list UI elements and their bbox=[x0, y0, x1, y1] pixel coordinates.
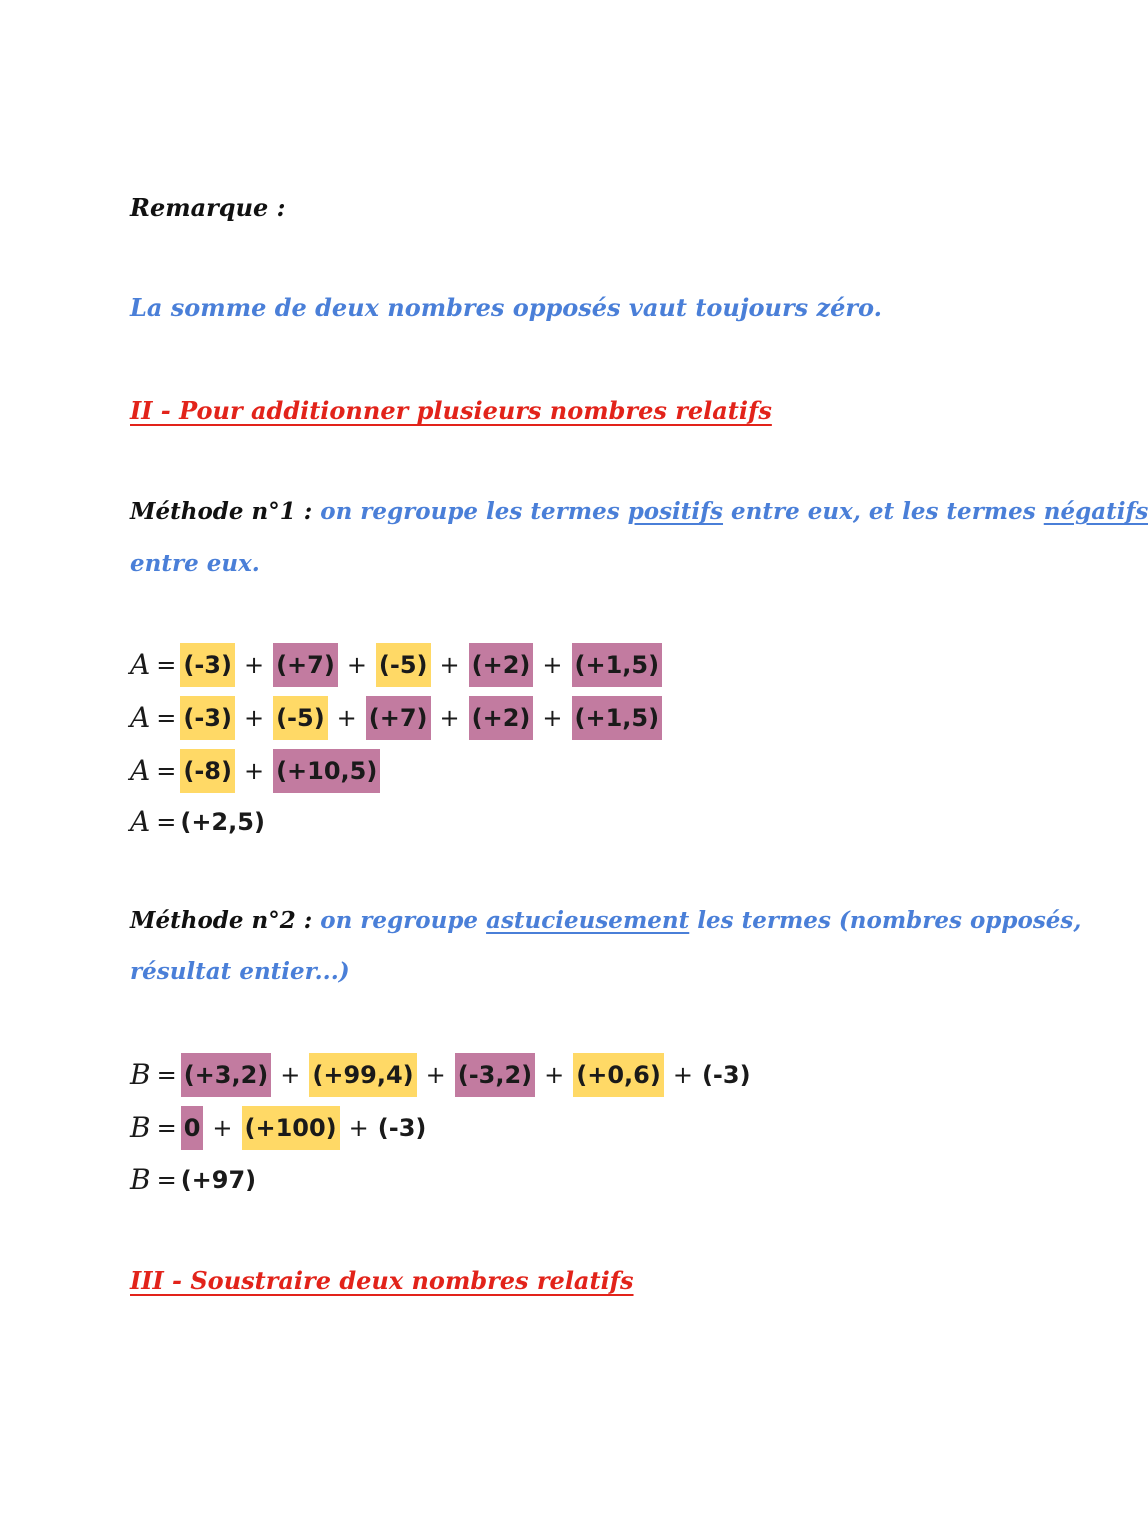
plus-sign: + bbox=[348, 1114, 369, 1142]
term: (-3) bbox=[180, 643, 235, 687]
note-text: La somme de deux nombres opposés vaut toujours zéro. bbox=[130, 293, 882, 322]
equation-lhs: B bbox=[130, 1163, 151, 1196]
equation-a-1 bbox=[130, 643, 662, 687]
plus-sign: + bbox=[280, 1061, 301, 1089]
section-2-title: II - Pour additionner plusieurs nombres relatifs bbox=[130, 396, 772, 425]
term: (+1,5) bbox=[572, 696, 663, 740]
method-1-label: Méthode n°1 : bbox=[130, 498, 313, 525]
method-2-astucieusement: astucieusement bbox=[486, 907, 690, 934]
method-1-positifs: positifs bbox=[627, 498, 724, 525]
term: (-3,2) bbox=[455, 1053, 535, 1097]
equals-sign: = bbox=[156, 1061, 177, 1089]
term: (-5) bbox=[273, 696, 328, 740]
method-1-text-middle: entre eux, et les termes bbox=[723, 498, 1044, 525]
method-2-line-2-text: résultat entier...) bbox=[130, 958, 350, 985]
plus-sign: + bbox=[439, 704, 460, 732]
plus-sign: + bbox=[346, 651, 367, 679]
equation-lhs: A bbox=[130, 805, 151, 838]
method-2-line-1 bbox=[130, 907, 1081, 934]
plus-sign: + bbox=[336, 704, 357, 732]
term: (+0,6) bbox=[573, 1053, 664, 1097]
equation-lhs: A bbox=[130, 754, 151, 787]
plus-sign: + bbox=[542, 704, 563, 732]
equation-lhs: A bbox=[130, 701, 151, 734]
term: (+2) bbox=[469, 696, 534, 740]
term: (-3) bbox=[180, 696, 235, 740]
plus-sign: + bbox=[672, 1061, 693, 1089]
equals-sign: = bbox=[156, 1166, 177, 1194]
equation-lhs: B bbox=[130, 1058, 151, 1091]
equals-sign: = bbox=[156, 808, 177, 836]
equation-a-2 bbox=[130, 696, 662, 740]
method-2-line-2 bbox=[130, 958, 350, 985]
equation-b-2 bbox=[130, 1106, 426, 1150]
remarque-label: Remarque : bbox=[130, 193, 286, 222]
term: (-3) bbox=[701, 1061, 751, 1089]
term: (+7) bbox=[273, 643, 338, 687]
equation-b-1 bbox=[130, 1053, 751, 1097]
term: (+100) bbox=[242, 1106, 340, 1150]
plus-sign: + bbox=[439, 651, 460, 679]
term: (+10,5) bbox=[273, 749, 380, 793]
method-1-negatifs: négatifs bbox=[1043, 498, 1148, 525]
plus-sign: + bbox=[243, 651, 265, 679]
method-1-line-2-text: entre eux. bbox=[130, 550, 260, 577]
plus-sign: + bbox=[425, 1061, 446, 1089]
equation-a-3 bbox=[130, 749, 380, 793]
plus-sign: + bbox=[243, 704, 265, 732]
term: (+3,2) bbox=[181, 1053, 272, 1097]
plus-sign: + bbox=[542, 651, 563, 679]
equals-sign: = bbox=[156, 757, 177, 785]
method-2-text-before: on regroupe bbox=[312, 907, 487, 934]
term: 0 bbox=[181, 1106, 204, 1150]
method-1-line-1 bbox=[130, 498, 1148, 525]
term: (+99,4) bbox=[309, 1053, 416, 1097]
plus-sign: + bbox=[544, 1061, 565, 1089]
method-1-line-2 bbox=[130, 550, 260, 577]
equation-lhs: B bbox=[130, 1111, 151, 1144]
term: (+1,5) bbox=[572, 643, 663, 687]
equation-a-4 bbox=[130, 800, 265, 844]
equals-sign: = bbox=[156, 1114, 177, 1142]
plus-sign: + bbox=[212, 1114, 233, 1142]
method-2-text-after: les termes (nombres opposés, bbox=[689, 907, 1082, 934]
term: (-3) bbox=[377, 1114, 427, 1142]
section-3-title: III - Soustraire deux nombres relatifs bbox=[130, 1266, 634, 1295]
term: (+2) bbox=[469, 643, 534, 687]
equals-sign: = bbox=[156, 651, 177, 679]
term: (+7) bbox=[366, 696, 431, 740]
equals-sign: = bbox=[156, 704, 177, 732]
plus-sign: + bbox=[243, 757, 265, 785]
equation-b-3 bbox=[130, 1158, 256, 1202]
method-2-label: Méthode n°2 : bbox=[130, 907, 313, 934]
term: (+2,5) bbox=[180, 808, 265, 836]
term: (-8) bbox=[180, 749, 235, 793]
method-1-text-before: on regroupe les termes bbox=[312, 498, 628, 525]
term: (+97) bbox=[180, 1166, 257, 1194]
equation-lhs: A bbox=[130, 648, 151, 681]
term: (-5) bbox=[376, 643, 431, 687]
